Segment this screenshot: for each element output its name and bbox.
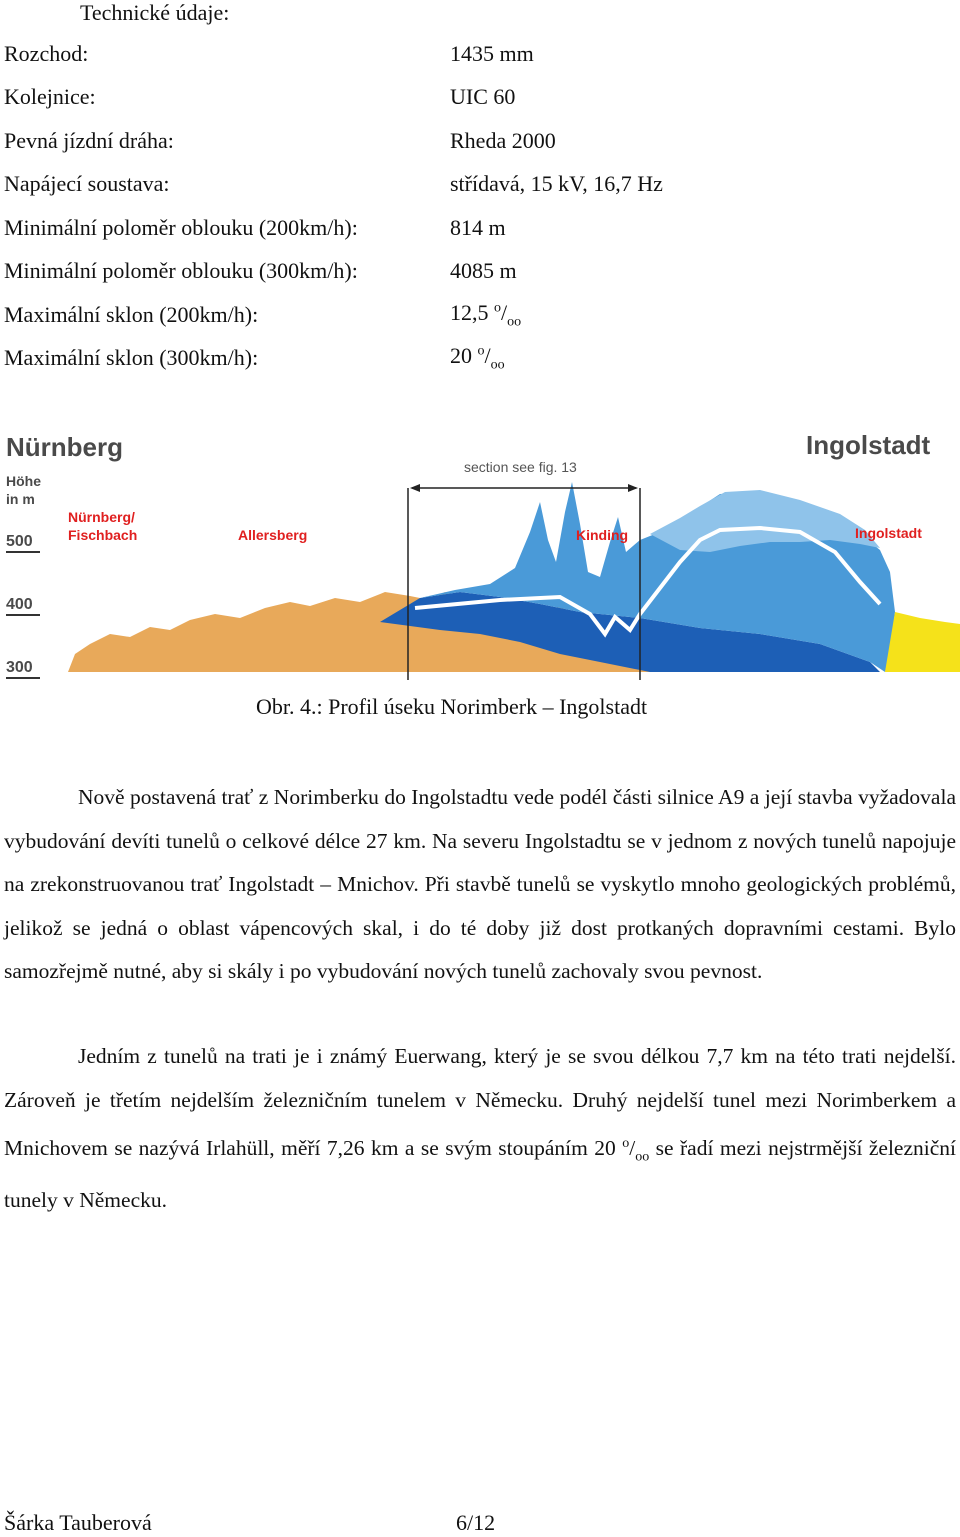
spec-value: UIC 60 (450, 84, 516, 110)
figure-title-left: Nürnberg (6, 432, 123, 462)
spec-row (4, 337, 663, 381)
specs-table (4, 32, 663, 380)
section-label: section see fig. 13 (464, 459, 577, 475)
spec-value: 20 $^o/_{oo}$ (450, 343, 505, 373)
station-fischbach: Fischbach (68, 527, 138, 543)
tick-label-400: 400 (6, 596, 33, 613)
spec-label: Minimální poloměr oblouku (200km/h): (4, 214, 358, 240)
spec-value: Rheda 2000 (450, 127, 556, 153)
figure-title-right: Ingolstadt (806, 430, 931, 460)
station-kinding: Kinding (576, 527, 629, 543)
elevation-profile-figure (0, 422, 960, 680)
spec-row (4, 32, 663, 76)
spec-value: střídavá, 15 kV, 16,7 Hz (450, 171, 663, 197)
spec-row (4, 250, 663, 294)
spec-label: Kolejnice: (4, 84, 96, 110)
spec-value: 4085 m (450, 258, 517, 284)
spec-row (4, 293, 663, 337)
spec-value: 814 m (450, 214, 506, 240)
footer-author: Šárka Tauberová (4, 1510, 152, 1535)
axis-label-height: Höhe (6, 473, 41, 489)
spec-label: Napájecí soustava: (4, 171, 170, 197)
spec-value: 1435 mm (450, 40, 534, 66)
arrow-head-left (410, 484, 420, 492)
station-ingolstadt: Ingolstadt (855, 525, 922, 541)
axis-label-unit: in m (6, 491, 35, 507)
arrow-head-right (628, 484, 638, 492)
station-nurnberg: Nürnberg/ (68, 509, 135, 525)
spec-label: Minimální poloměr oblouku (300km/h): (4, 258, 358, 284)
elevation-profile-svg (0, 422, 960, 680)
spec-row (4, 206, 663, 250)
page-footer (4, 1510, 496, 1536)
yellow-layer (885, 612, 960, 672)
spec-row (4, 163, 663, 207)
spec-value: 12,5 $^o/_{oo}$ (450, 299, 522, 329)
figure-caption: Obr. 4.: Profil úseku Norimberk – Ingolstadt (256, 694, 648, 719)
spec-label: Pevná jízdní dráha: (4, 127, 174, 153)
spec-label: Maximální sklon (200km/h): (4, 301, 259, 327)
paragraph: Jedním z tunelů na trati je i známý Euerwang, který je se svou délkou 7,7 km na této trati nejdelší. Zároveň je třetím nejdelším železničním tunelem v Německu. Druhý nejdelší tunel mezi Norimberkem a Mnichovem se nazývá Irlahüll, měří 7,26 km a se svým stoupáním 20 $^o/_{oo}$ se řadí mezi nejstrmější železniční tunely v Německu. (4, 1044, 956, 1213)
spec-row (4, 119, 663, 163)
spec-label: Rozchod: (4, 40, 89, 66)
paragraph: Nově postavená trať z Norimberku do Ingolstadtu vede podél části silnice A9 a její stavba vyžadovala vybudování devíti tunelů o celkové délce 27 km. Na severu Ingolstadtu se v jednom z nových tunelů napojuje na zrekonstruovanou trať Ingolstadt – Mnichov. Při stavbě tunelů se vyskytlo mnoho geologických problémů, jelikož se jedná o oblast vápencových skal, i do té doby již dost protkaných dopravními cestami. Bylo samozřejmě nutné, aby si skály i po vybudování nových tunelů zachovaly svou pevnost. (4, 785, 956, 984)
section-heading: Technické údaje: (80, 0, 230, 25)
station-allersberg: Allersberg (238, 527, 308, 543)
spec-label: Maximální sklon (300km/h): (4, 345, 259, 371)
tick-label-300: 300 (6, 659, 33, 676)
tick-label-500: 500 (6, 533, 33, 550)
page-number: 6/12 (456, 1510, 496, 1535)
spec-row (4, 76, 663, 120)
